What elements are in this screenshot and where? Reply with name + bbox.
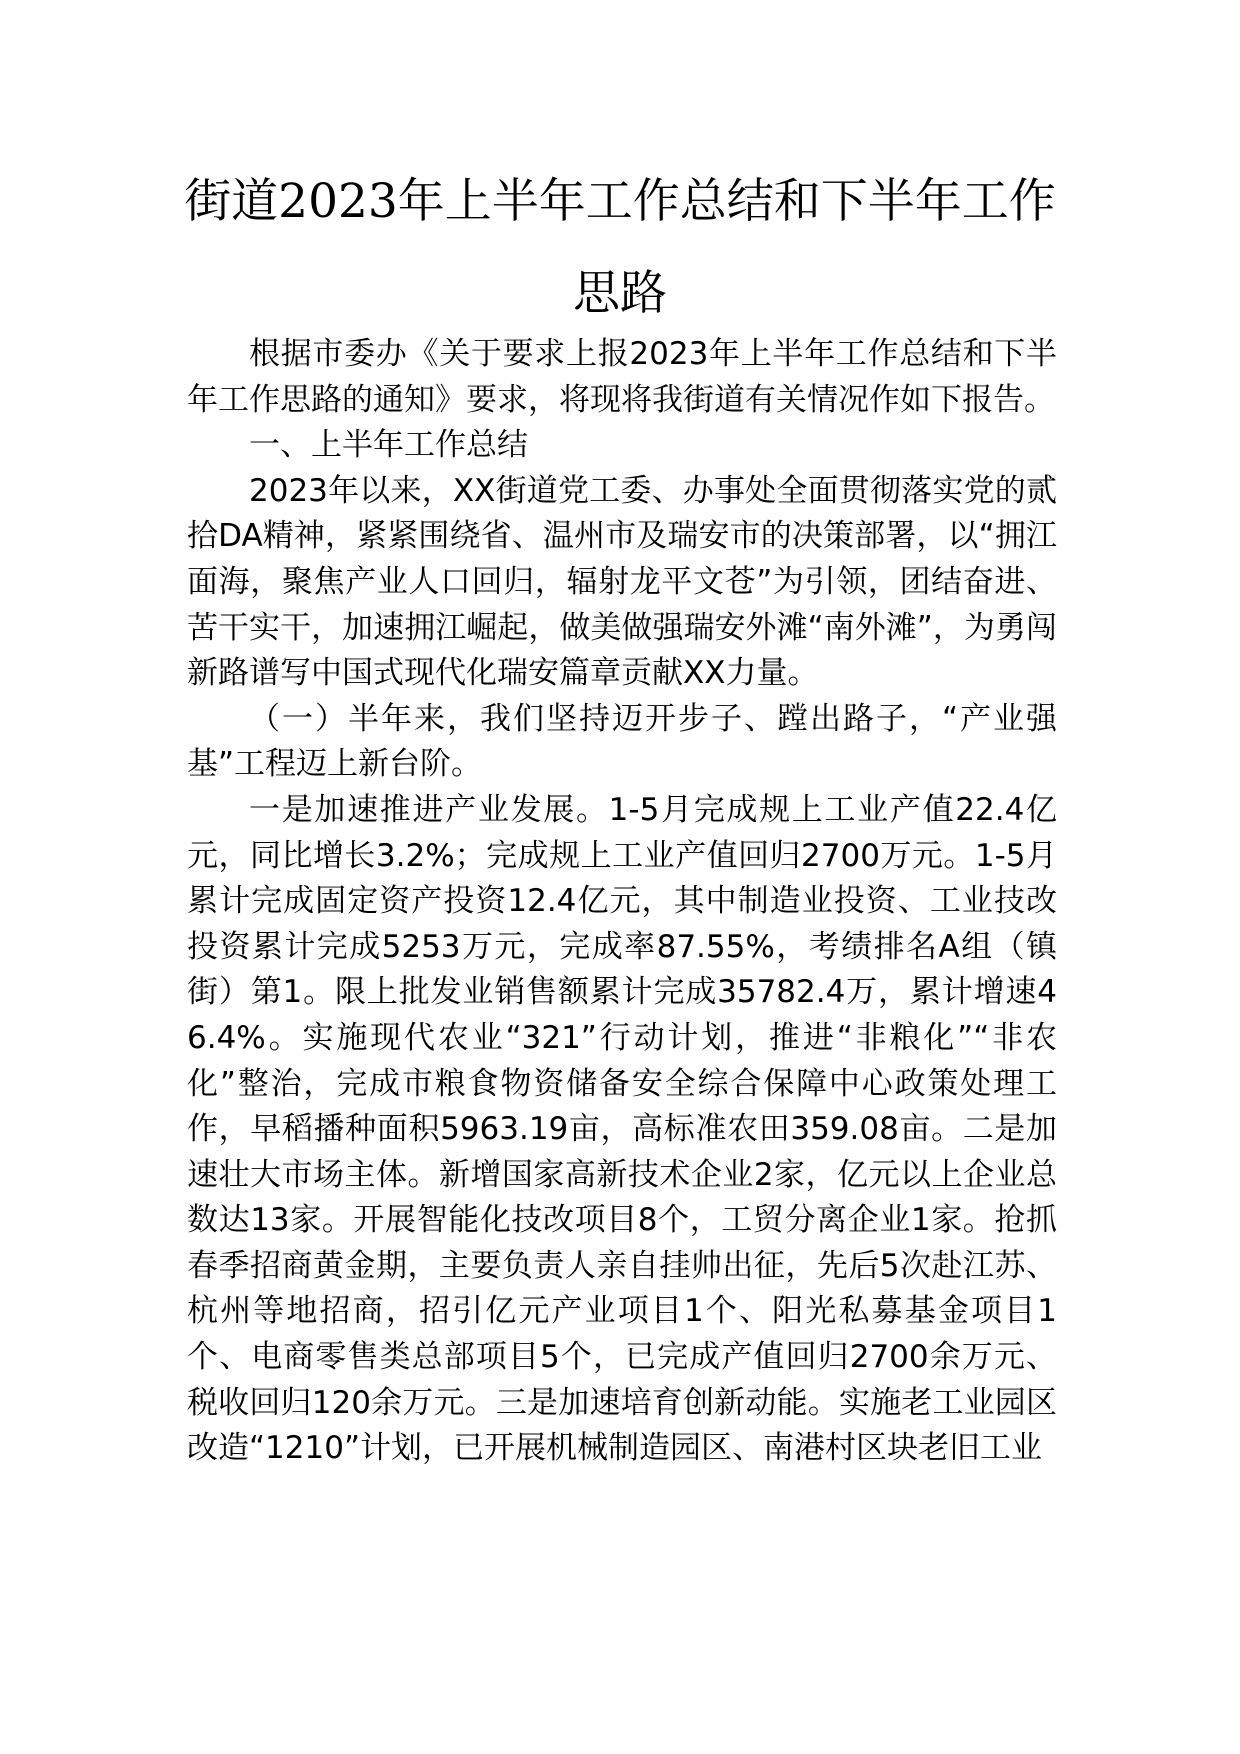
title-line-2: 思路 [573, 266, 667, 321]
section-heading-1: 一、上半年工作总结 [249, 427, 528, 464]
intro-paragraph: 根据市委办《关于要求上报2023年上半年工作总结和下半年工作思路的通知》要求，将现将我街道有关情况作如下报告。 [187, 336, 1057, 418]
document-body [187, 332, 1057, 1472]
document-title [150, 156, 1090, 340]
subsection-1-paragraph: 一是加速推进产业发展。1-5月完成规上工业产值22.4亿元，同比增长3.2%；完成规上工业产值回归2700万元。1-5月累计完成固定资产投资12.4亿元，其中制造业投资、工业技改投资累计完成5253万元，完成率87.55%，考绩排名A组（镇街）第1。限上批发业销售额累计完成35782.4万，累计增速46.4%。实施现代农业“321”行动计划，推进“非粮化”“非农化”整治，完成市粮食物资储备安全综合保障中心政策处理工作，早稻播种面积5963.19亩，高标准农田359.08亩。二是加速壮大市场主体。新增国家高新技术企业2家，亿元以上企业总数达13家。开展智能化技改项目8个，工贸分离企业1家。抢抓春季招商黄金期，主要负责人亲自挂帅出征，先后5次赴江苏、杭州等地招商，招引亿元产业项目1个、阳光私募基金项目1个、电商零售类总部项目5个，已完成产值回归2700余万元、税收回归120余万元。三是加速培育创新动能。实施老工业园区改造“1210”计划，已开展机械制造园区、南港村区块老旧工业 [187, 791, 1057, 1467]
title-line-1: 街道2023年上半年工作总结和下半年工作 [184, 174, 1056, 229]
section-1-paragraph: 2023年以来，XX街道党工委、办事处全面贯彻落实党的贰拾DA精神，紧紧围绕省、温州市及瑞安市的决策部署，以“拥江面海，聚焦产业人口回归，辐射龙平文苍”为引领，团结奋进、苦干实干，加速拥江崛起，做美做强瑞安外滩“南外滩”，为勇闯新路谱写中国式现代化瑞安篇章贡献XX力量。 [187, 472, 1057, 692]
subsection-heading-1: （一）半年来，我们坚持迈开步子、蹚出路子，“产业强基”工程迈上新台阶。 [187, 700, 1057, 783]
